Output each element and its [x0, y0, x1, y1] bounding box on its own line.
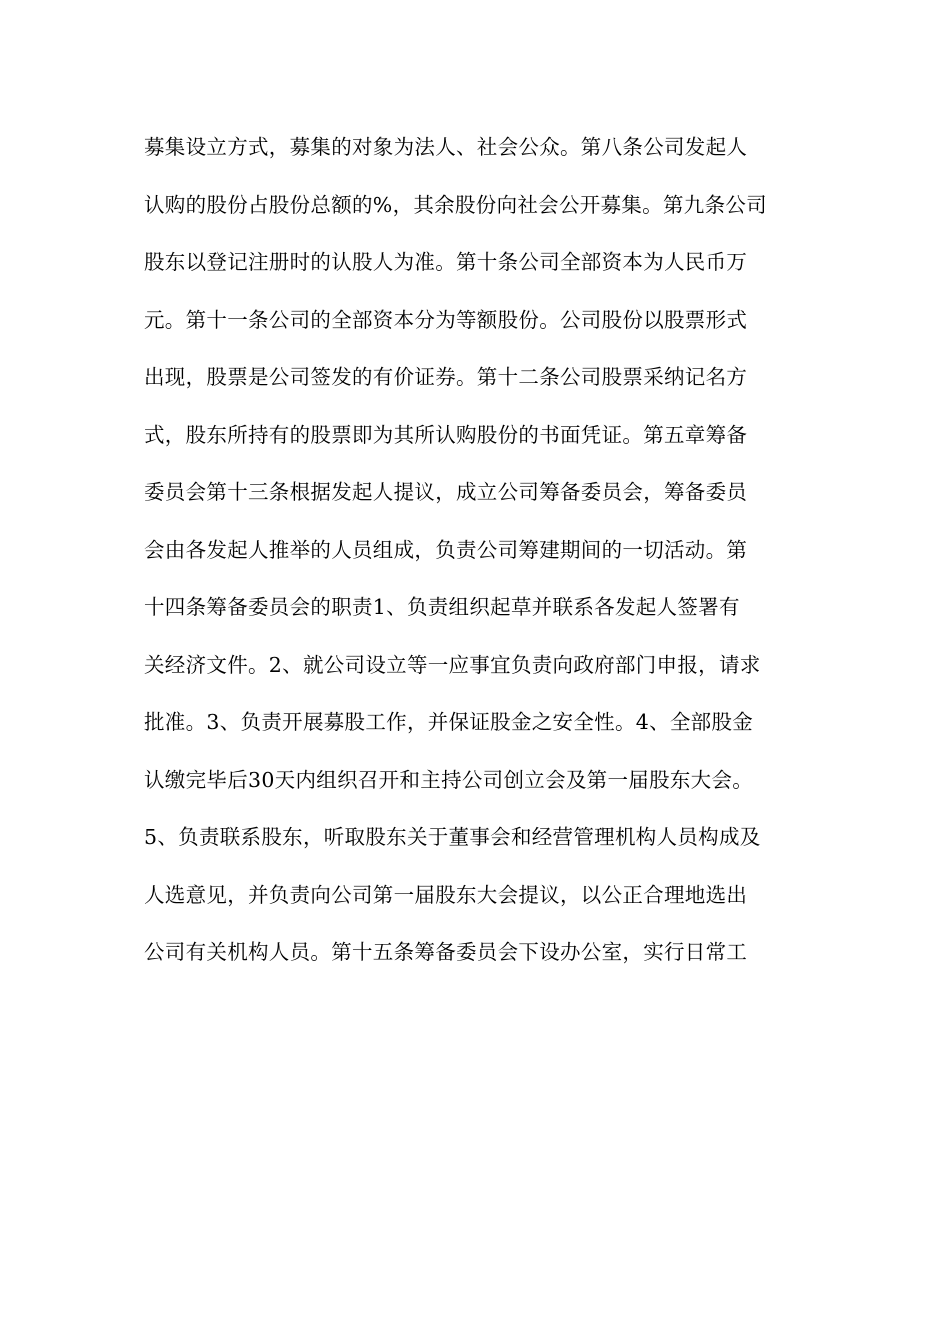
text-line: 股东以登记注册时的认股人为准。第十条公司全部资本为人民币万 — [144, 250, 748, 274]
text-line: 人选意见，并负责向公司第一届股东大会提议，以公正合理地选出 — [144, 882, 748, 907]
text-line: 十四条筹备委员会的职责1、负责组织起草并联系各发起人签署有 — [144, 595, 740, 619]
text-line: 元。第十一条公司的全部资本分为等额股份。公司股份以股票形式 — [144, 307, 748, 332]
text-line: 认缴完毕后30天内组织召开和主持公司创立会及第一届股东大会。 — [144, 767, 754, 792]
text-line: 式，股东所持有的股票即为其所认购股份的书面凭证。第五章筹备 — [144, 422, 748, 447]
text-line: 5、负责联系股东，听取股东关于董事会和经营管理机构人员构成及 — [144, 825, 761, 849]
text-line: 会由各发起人推举的人员组成，负责公司筹建期间的一切活动。第 — [144, 537, 748, 562]
body-text — [144, 128, 814, 991]
text-line: 批准。3、负责开展募股工作，并保证股金之安全性。4、全部股金 — [144, 710, 754, 734]
text-line: 关经济文件。2、就公司设立等一应事宜负责向政府部门申报，请求 — [144, 652, 761, 677]
text-line: 出现，股票是公司签发的有价证券。第十二条公司股票采纳记名方 — [144, 365, 748, 389]
text-line: 委员会第十三条根据发起人提议，成立公司筹备委员会，筹备委员 — [144, 480, 748, 504]
text-line: 认购的股份占股份总额的%，其余股份向社会公开募集。第九条公司 — [144, 192, 767, 217]
text-line: 募集设立方式，募集的对象为法人、社会公众。第八条公司发起人 — [144, 135, 748, 159]
text-line: 公司有关机构人员。第十五条筹备委员会下设办公室，实行日常工 — [144, 940, 748, 964]
